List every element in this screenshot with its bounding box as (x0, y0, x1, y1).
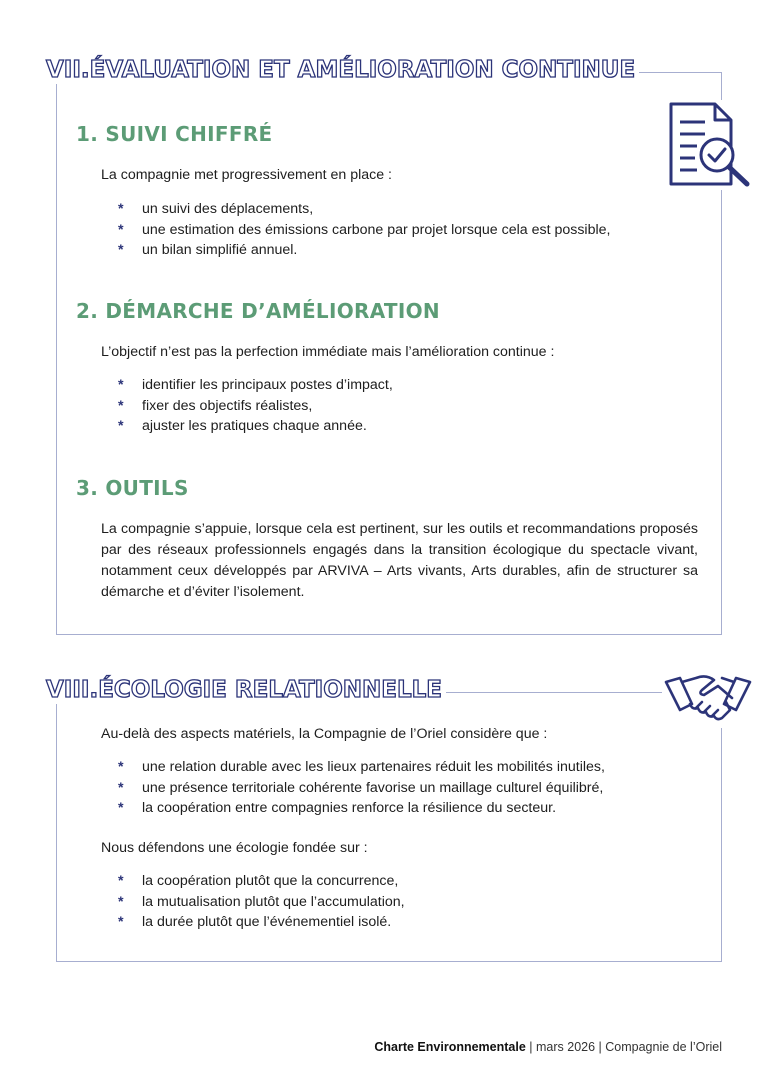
subheading-suivi-chiffre: 1. SUIVI CHIFFRÉ (76, 122, 273, 146)
bullet-star: * (118, 201, 124, 217)
paragraph-intro-demarche: L’objectif n’est pas la perfection immédiate mais l’amélioration continue : (101, 344, 555, 360)
bullet-star: * (118, 397, 124, 414)
list-demarche (118, 375, 393, 437)
footer-separator: | (595, 1040, 606, 1054)
bullet-star: * (118, 779, 124, 796)
list-item-text: un suivi des déplacements, (142, 201, 314, 217)
list-item (118, 798, 605, 819)
footer-separator: | (525, 1040, 536, 1054)
list-item (118, 396, 393, 417)
list-item (118, 892, 405, 913)
list-suivi (118, 199, 610, 261)
list-item-text: une estimation des émissions carbone par projet lorsque cela est possible, (142, 221, 611, 238)
footer-date: mars 2026 (536, 1040, 596, 1054)
list-item (118, 757, 605, 778)
list-item (118, 871, 405, 892)
document-magnifier-check-icon (663, 100, 753, 190)
bullet-star: * (118, 800, 124, 816)
list-item (118, 912, 405, 933)
bullet-star: * (118, 221, 124, 238)
list-item (118, 240, 610, 261)
list-item-text: une relation durable avec les lieux partenaires réduit les mobilités inutiles, (142, 759, 605, 775)
paragraph-intro-ecologie-2: Nous défendons une écologie fondée sur : (101, 840, 368, 856)
subheading-outils: 3. OUTILS (76, 476, 189, 500)
list-item-text: la mutualisation plutôt que l’accumulation, (142, 893, 405, 910)
list-item-text: la coopération plutôt que la concurrence, (142, 873, 399, 889)
bullet-star: * (118, 759, 124, 775)
section-8-title: VIII.ÉCOLOGIE RELATIONNELLE (46, 676, 446, 704)
bullet-star: * (118, 914, 124, 930)
list-item (118, 778, 605, 799)
list-item (118, 375, 393, 396)
paragraph-intro-suivi: La compagnie met progressivement en place : (101, 167, 393, 183)
handshake-icon (662, 668, 754, 728)
paragraph-intro-ecologie: Au-delà des aspects matériels, la Compagnie de l’Oriel considère que : (101, 726, 548, 742)
list-item-text: la coopération entre compagnies renforce la résilience du secteur. (142, 800, 557, 816)
list-item (118, 416, 393, 437)
bullet-star: * (118, 242, 124, 258)
bullet-star: * (118, 418, 124, 434)
list-item-text: identifier les principaux postes d’impact, (142, 377, 393, 393)
section-7-title: VII.ÉVALUATION ET AMÉLIORATION CONTINUE (46, 56, 639, 84)
list-item-text: ajuster les pratiques chaque année. (142, 418, 367, 434)
paragraph-outils: La compagnie s’appuie, lorsque cela est pertinent, sur les outils et recommandations proposés par des réseaux professionnels engagés dans la transition écologique du spectacle vivant, notamment ceux développés par ARVIVA – Arts vivants, Arts durables, afin de structurer sa démarche et d’éviter l’isolement. (101, 521, 698, 600)
list-item-text: un bilan simplifié annuel. (142, 242, 298, 258)
list-item-text: fixer des objectifs réalistes, (142, 397, 313, 414)
page-footer (374, 1040, 722, 1054)
list-item-text: la durée plutôt que l’événementiel isolé. (142, 914, 392, 930)
list-ecologie-relations (118, 757, 605, 819)
bullet-star: * (118, 377, 124, 393)
list-item (118, 220, 610, 241)
list-ecologie-valeurs (118, 871, 405, 933)
footer-doc-title: Charte Environnementale (374, 1040, 526, 1054)
list-item-text: une présence territoriale cohérente favorise un maillage culturel équilibré, (142, 779, 604, 796)
list-item (118, 199, 610, 220)
bullet-star: * (118, 893, 124, 910)
bullet-star: * (118, 873, 124, 889)
footer-organization: Compagnie de l’Oriel (605, 1040, 722, 1054)
subheading-demarche: 2. DÉMARCHE D’AMÉLIORATION (76, 299, 440, 323)
